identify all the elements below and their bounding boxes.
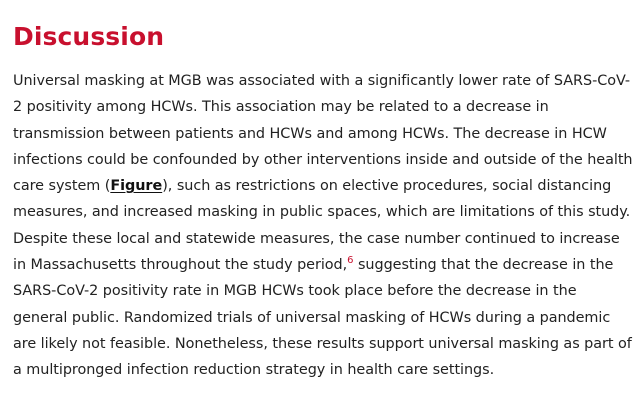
discussion-paragraph [13,68,635,384]
paragraph-text-2: ), such as restrictions on elective procedures, social distancing measures, and increased masking in public spaces, which are limitations of this study. Despite these local and statewide measures, the case number continued to increase in Massachusetts throughout the study period, [13,178,631,274]
paragraph-text-3: suggesting that the decrease in the SARS-CoV-2 positivity rate in MGB HCWs took place before the decrease in the general public. Randomized trials of universal masking of HCWs during a pandemic are likely not feasible. Nonetheless, these results support universal masking as part of a multipronged infection reduction strategy in health care settings. [13,257,632,379]
paragraph-text-1: Universal masking at MGB was associated with a significantly lower rate of SARS-CoV-2 positivity among HCWs. This association may be related to a decrease in transmission between patients and HCWs and among HCWs. The decrease in HCW infections could be confounded by other interventions inside and outside of the health care system ( [13,73,633,195]
reference-link[interactable]: 6 [347,255,354,267]
section-heading: Discussion [13,22,165,51]
discussion-section [13,18,635,384]
figure-link[interactable]: Figure [110,178,163,195]
